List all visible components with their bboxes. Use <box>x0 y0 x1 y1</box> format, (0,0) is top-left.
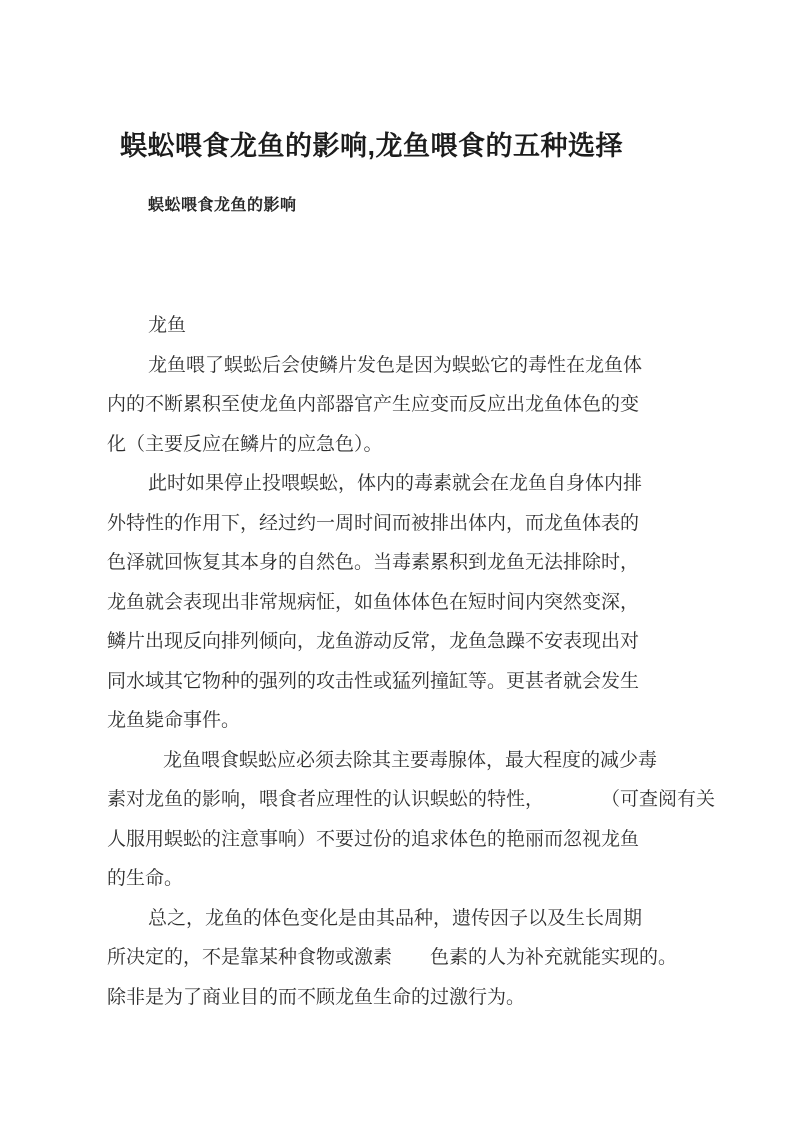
document-body <box>107 312 800 1023</box>
text-line: 素对龙鱼的影响，喂食者应理性的认识蜈蚣的特性， （可查阅有关 <box>107 789 716 810</box>
text-line: 总之，龙鱼的体色变化是由其品种，遗传因子以及生长周期 <box>148 907 643 929</box>
text-line: 除非是为了商业目的而不顾龙鱼生命的过激行为。 <box>107 986 526 1008</box>
text-line: 内的不断累积至使龙鱼内部器官产生应变而反应出龙鱼体色的变 <box>107 394 640 415</box>
text-line: 龙鱼喂了蜈蚣后会使鳞片发色是因为蜈蚣它的毒性在龙鱼体 <box>148 354 643 376</box>
text-line: 所决定的，不是靠某种食物或激素 色素的人为补充就能实现的。 <box>107 947 678 968</box>
text-line: 的生命。 <box>107 868 184 889</box>
text-line: 龙鱼毙命事件。 <box>107 710 241 731</box>
text-line: 鳞片出现反向排列倾向，龙鱼游动反常，龙鱼急躁不安表现出对 <box>107 631 640 652</box>
text-line: 色泽就回恢复其本身的自然色。当毒素累积到龙鱼无法排除时， <box>107 552 640 573</box>
text-line: 此时如果停止投喂蜈蚣，体内的毒素就会在龙鱼自身体内排 <box>148 473 643 494</box>
text-line: 人服用蜈蚣的注意事响）不要过份的追求体色的艳丽而忽视龙鱼 <box>107 828 640 850</box>
section-heading: 蜈蚣喂食龙鱼的影响 <box>148 197 297 214</box>
text-line: 龙鱼就会表现出非常规病怔，如鱼体体色在短时间内突然变深， <box>107 591 640 613</box>
text-line: 同水域其它物种的强列的攻击性或猛列撞缸等。更甚者就会发生 <box>107 670 640 692</box>
text-line: 龙鱼 <box>148 315 187 336</box>
document-title: 蜈蚣喂食龙鱼的影响,龙鱼喂食的五种选择 <box>120 131 624 161</box>
text-line: 龙鱼喂食蜈蚣应必须去除其主要毒腺体，最大程度的减少毒 <box>163 749 658 771</box>
text-line: 化（主要反应在鳞片的应急色）。 <box>107 433 383 455</box>
text-line: 外特性的作用下，经过约一周时间而被排出体内，而龙鱼体表的 <box>107 512 640 534</box>
